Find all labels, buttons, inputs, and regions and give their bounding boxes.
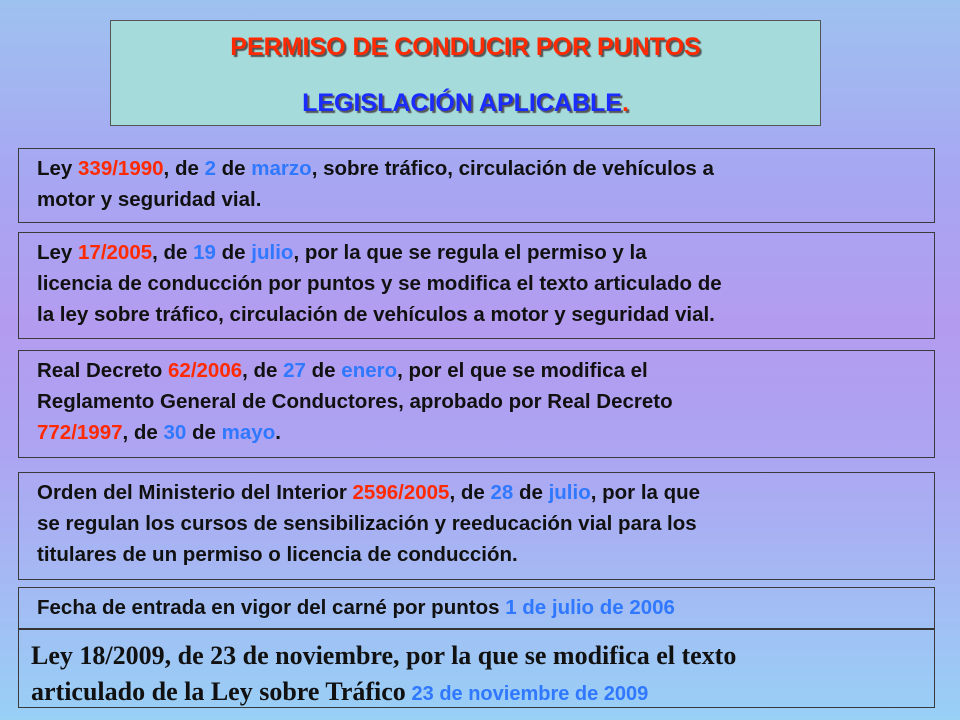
law-text-segment: 2 — [204, 157, 216, 180]
law-item-text — [19, 588, 934, 623]
law-line — [37, 299, 924, 330]
law-item-orden-2596-2005 — [18, 472, 935, 580]
law-text-segment: se regulan los cursos de sensibilización y reeducación vial para los — [37, 512, 697, 535]
law-line — [37, 355, 924, 386]
law-text-segment: , por la que se regula el permiso y la — [293, 241, 647, 264]
law-line — [37, 539, 924, 570]
law-text-segment: julio — [251, 241, 294, 264]
law-text-segment: . — [275, 421, 281, 444]
law-text-segment: enero — [341, 359, 398, 382]
law-text-segment: 30 — [163, 421, 187, 444]
law-text-segment: , de — [449, 481, 491, 504]
law-item-text — [19, 149, 934, 215]
effective-date-item — [18, 587, 935, 629]
law-text-segment: , por el que se modifica el — [397, 359, 648, 382]
law-text-segment: Orden del Ministerio del Interior — [37, 481, 353, 504]
law-text-segment: 339/1990 — [78, 157, 164, 180]
law-line-2 — [31, 674, 924, 712]
title-line-2-text: LEGISLACIÓN APLICABLE — [302, 89, 622, 117]
title-line-2 — [111, 89, 820, 118]
law-text-segment: motor y seguridad vial. — [37, 188, 262, 211]
law-item-real-decreto-62-2006 — [18, 350, 935, 458]
law-text-segment: de — [305, 359, 342, 382]
law-line-2-text: articulado de la Ley sobre Tráfico — [31, 677, 406, 706]
law-line — [37, 184, 924, 215]
law-text-segment: mayo — [221, 421, 276, 444]
law-text-segment: Real Decreto — [37, 359, 169, 382]
law-line — [37, 386, 924, 417]
law-text-segment: , de — [242, 359, 284, 382]
law-line — [37, 508, 924, 539]
law-text-segment: , sobre tráfico, circulación de vehículos a — [311, 157, 714, 180]
law-text-segment: 19 — [193, 241, 216, 264]
law-item-text — [19, 351, 934, 448]
law-text-segment: 27 — [283, 359, 306, 382]
law-text-segment: Fecha de entrada en vigor del carné por puntos — [37, 596, 506, 619]
law-text-segment: 772/1997 — [37, 421, 123, 444]
law-item-ley-18-2009 — [18, 628, 935, 708]
title-line-1: PERMISO DE CONDUCIR POR PUNTOS — [230, 33, 701, 61]
law-line — [37, 477, 924, 508]
title-banner — [110, 20, 821, 126]
law-line — [37, 592, 924, 623]
law-text-segment: , de — [152, 241, 194, 264]
law-line — [37, 268, 924, 299]
law-item-text — [19, 473, 934, 570]
law-text-segment: licencia de conducción por puntos y se modifica el texto articulado de — [37, 272, 722, 295]
law-text-segment: 17/2005 — [78, 241, 153, 264]
law-text-segment: de — [513, 481, 549, 504]
law-text-segment: Reglamento General de Conductores, aprobado por Real Decreto — [37, 390, 673, 413]
law-text-segment: , de — [122, 421, 164, 444]
law-text-segment: 28 — [490, 481, 514, 504]
law-item-text — [19, 233, 934, 330]
law-item-ley-339-1990 — [18, 148, 935, 223]
law-text-segment: de — [186, 421, 222, 444]
law-text-segment: titulares de un permiso o licencia de conducción. — [37, 543, 518, 566]
law-text-segment: 1 de julio de 2006 — [505, 596, 675, 619]
law-text-segment: de — [215, 241, 252, 264]
law-line-2-date: 23 de noviembre de 2009 — [411, 683, 649, 705]
law-text-segment: julio — [548, 481, 591, 504]
law-text-segment: marzo — [251, 157, 312, 180]
law-line-1: Ley 18/2009, de 23 de noviembre, por la que se modifica el texto — [31, 641, 737, 670]
law-item-ley-17-2005 — [18, 232, 935, 339]
law-text-segment: , por la que — [590, 481, 701, 504]
title-line-2-dot: . — [621, 89, 629, 117]
law-text-segment: Ley — [37, 157, 79, 180]
law-line — [37, 237, 924, 268]
law-text-segment: , de — [163, 157, 205, 180]
law-text-segment: Ley — [37, 241, 79, 264]
law-line — [37, 417, 924, 448]
law-text-segment: 62/2006 — [168, 359, 243, 382]
law-text-segment: la ley sobre tráfico, circulación de vehículos a motor y seguridad vial. — [37, 303, 715, 326]
law-item-text — [19, 630, 934, 712]
law-line — [37, 153, 924, 184]
law-text-segment: 2596/2005 — [352, 481, 450, 504]
law-text-segment: de — [215, 157, 252, 180]
